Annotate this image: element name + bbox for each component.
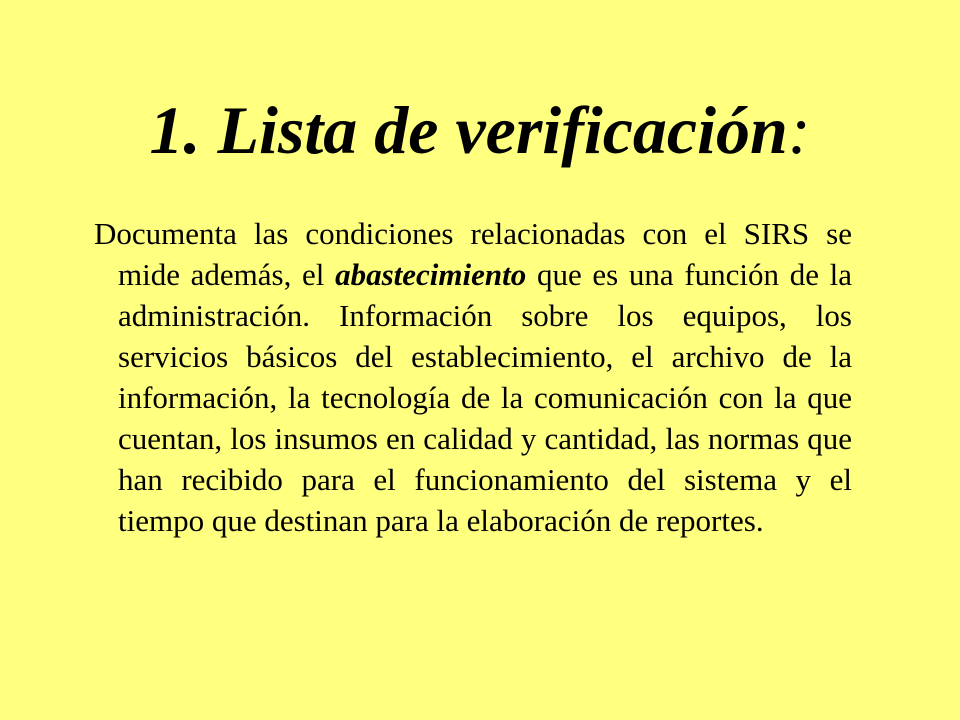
slide-title-colon: : bbox=[787, 92, 811, 168]
slide-title bbox=[0, 82, 960, 178]
body-emphasis-term: abastecimiento bbox=[335, 257, 527, 292]
body-text-after-emphasis: que es una función de la administración. Información sobre los equipos, los servicios básicos del establecimiento, el archivo de la información, la tecnología de la comunicación con la que cuentan, los insumos en calidad y cantidad, las normas que han recibido para el funcionamiento del sistema y el tiempo que destinan para la elaboración de reportes. bbox=[118, 257, 853, 538]
slide-title-text: 1. Lista de verificación bbox=[149, 92, 788, 168]
slide-body-paragraph bbox=[94, 213, 853, 541]
body-text-before-emphasis: Documenta las condiciones relacionadas con el SIRS se mide además, el bbox=[94, 216, 852, 292]
